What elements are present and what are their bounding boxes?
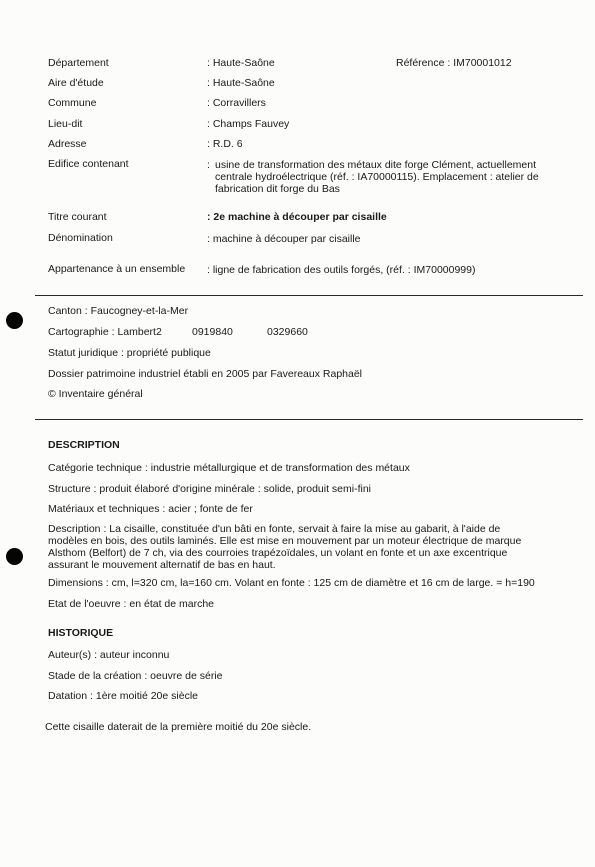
canton: Canton : Faucogney-et-la-Mer <box>48 305 189 317</box>
auteurs: Auteur(s) : auteur inconnu <box>48 649 170 661</box>
historique-heading: HISTORIQUE <box>48 627 114 639</box>
divider-2 <box>35 419 583 420</box>
commune-label: Commune <box>48 97 97 109</box>
cartographie-x: 0919840 <box>192 326 233 338</box>
punch-hole-top <box>6 312 23 329</box>
datation: Datation : 1ère moitié 20e siècle <box>48 690 198 702</box>
adresse-label: Adresse <box>48 138 87 150</box>
denomination-label: Dénomination <box>48 232 113 244</box>
departement-value: : Haute-Saône <box>207 57 275 69</box>
dimensions: Dimensions : cm, l=320 cm, la=160 cm. Volant en fonte : 125 cm de diamètre et 16 cm de large. = h=190 <box>48 577 535 589</box>
lieu-dit-label: Lieu-dit <box>48 118 83 130</box>
cartographie-y: 0329660 <box>267 326 308 338</box>
edifice-value: usine de transformation des métaux dite forge Clément, actuellement centrale hydroélectrique (réf. : IA70000115). Emplacement : atelier de fabrication dit forge du Bas <box>215 159 539 195</box>
punch-hole-bottom <box>6 548 23 565</box>
materiaux: Matériaux et techniques : acier ; fonte de fer <box>48 503 253 515</box>
reference: Référence : IM70001012 <box>396 57 512 69</box>
cartographie-label: Cartographie : Lambert2 <box>48 326 162 338</box>
lieu-dit-value: : Champs Fauvey <box>207 118 290 130</box>
dossier: Dossier patrimoine industriel établi en 2005 par Favereaux Raphaël <box>48 368 363 380</box>
departement-label: Département <box>48 57 109 69</box>
aire-etude-value: : Haute-Saône <box>207 77 275 89</box>
titre-courant-label: Titre courant <box>48 211 107 223</box>
titre-courant-value: : 2e machine à découper par cisaille <box>207 211 387 223</box>
structure: Structure : produit élaboré d'origine minérale : solide, produit semi-fini <box>48 483 371 495</box>
appartenance-label: Appartenance à un ensemble <box>48 263 186 275</box>
description-text: Description : La cisaille, constituée d'un bâti en fonte, servait à faire la mise au gabarit, à l'aide de modèles en bois, des outils laminés. Elle est mise en mouvement par un moteur électrique de marque Alsthom (Belfort) de 7 ch, via des courroies trapézoïdales, un volant en fonte et un axe excentrique assurant le mouvement alternatif de bas en haut. <box>48 523 522 571</box>
edifice-label: Edifice contenant <box>48 158 129 170</box>
adresse-value: : R.D. 6 <box>207 138 243 150</box>
statut-juridique: Statut juridique : propriété publique <box>48 347 211 359</box>
categorie-technique: Catégorie technique : industrie métallurgique et de transformation des métaux <box>48 462 410 474</box>
commune-value: : Corravillers <box>207 97 266 109</box>
description-heading: DESCRIPTION <box>48 439 120 451</box>
aire-etude-label: Aire d'étude <box>48 77 104 89</box>
appartenance-value: : ligne de fabrication des outils forgés, (réf. : IM70000999) <box>207 264 476 276</box>
stade-creation: Stade de la création : oeuvre de série <box>48 670 223 682</box>
denomination-value: : machine à découper par cisaille <box>207 233 361 245</box>
divider-1 <box>35 295 583 296</box>
commentaire-historique: Cette cisaille daterait de la première moitié du 20e siècle. <box>45 721 312 733</box>
edifice-colon: : <box>207 159 210 171</box>
copyright: © Inventaire général <box>48 388 143 400</box>
etat-oeuvre: Etat de l'oeuvre : en état de marche <box>48 598 215 610</box>
